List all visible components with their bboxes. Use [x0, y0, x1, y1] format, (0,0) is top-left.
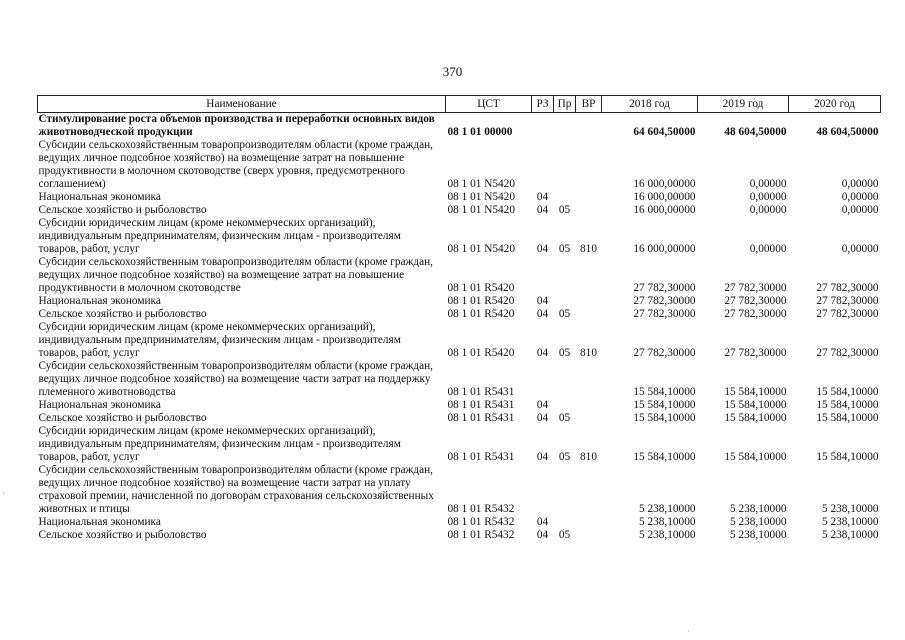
- table-row: [38, 256, 881, 295]
- budget-table: [37, 95, 881, 542]
- cell-vr: 810: [580, 243, 597, 255]
- cell-pr: [554, 464, 576, 516]
- cell-pr: 05: [558, 529, 571, 541]
- cell-2019: 27 782,30000: [724, 347, 787, 359]
- cell-2018: 27 782,30000: [633, 295, 696, 307]
- cell-vr: [576, 191, 602, 204]
- header-rz: РЗ: [532, 96, 554, 113]
- table-row: [38, 113, 881, 140]
- cell-2020: 27 782,30000: [816, 347, 879, 359]
- cell-cst: 08 1 01 R5420: [447, 347, 515, 359]
- cell-2018: 5 238,10000: [639, 529, 696, 541]
- cell-vr: [576, 516, 602, 529]
- cell-name: Субсидии сельскохозяйственным товаропроизводителям области (кроме граждан, ведущих личное подсобное хозяйство) на возмещение части затрат на уплату страховой премии, начисленной по договорам страхования сельскохозяйственных животных и птицы: [38, 464, 434, 515]
- cell-2019: 0,00000: [749, 191, 787, 203]
- cell-2019: 0,00000: [749, 204, 787, 216]
- cell-cst: 08 1 01 R5431: [447, 451, 515, 463]
- cell-2018: 5 238,10000: [639, 516, 696, 528]
- cell-2018: 15 584,10000: [633, 412, 696, 424]
- cell-name: Национальная экономика: [38, 295, 161, 307]
- cell-pr: [554, 256, 576, 295]
- cell-2018: 16 000,00000: [633, 204, 696, 216]
- cell-cst: 08 1 01 R5420: [447, 282, 515, 294]
- cell-rz: [532, 360, 554, 399]
- table-row: [38, 360, 881, 399]
- cell-vr: [576, 256, 602, 295]
- cell-vr: [576, 360, 602, 399]
- table-row: [38, 399, 881, 412]
- cell-name: Субсидии сельскохозяйственным товаропроизводителям области (кроме граждан, ведущих личное подсобное хозяйство) на возмещение затрат на повышение продуктивности в молочном скотоводстве: [38, 256, 433, 294]
- cell-2020: 48 604,50000: [816, 126, 879, 138]
- cell-rz: [532, 139, 554, 191]
- cell-cst: 08 1 01 R5420: [447, 308, 515, 320]
- table-row: [38, 204, 881, 217]
- cell-cst: 08 1 01 N5420: [447, 204, 515, 216]
- cell-vr: [576, 139, 602, 191]
- cell-pr: 05: [558, 412, 571, 424]
- header-name: Наименование: [38, 96, 446, 113]
- cell-vr: 810: [580, 347, 597, 359]
- cell-2018: 15 584,10000: [633, 399, 696, 411]
- cell-pr: [554, 399, 576, 412]
- cell-2019: 15 584,10000: [724, 412, 787, 424]
- cell-vr: [576, 308, 602, 321]
- cell-2019: 5 238,10000: [730, 529, 787, 541]
- cell-2019: 15 584,10000: [724, 451, 787, 463]
- cell-2020: 0,00000: [841, 243, 879, 255]
- header-2020: 2020 год: [789, 96, 881, 113]
- cell-2019: 27 782,30000: [724, 308, 787, 320]
- cell-2020: 0,00000: [841, 204, 879, 216]
- cell-2019: 15 584,10000: [724, 399, 787, 411]
- cell-2020: 27 782,30000: [816, 282, 879, 294]
- cell-pr: 05: [558, 451, 571, 463]
- table-row: [38, 464, 881, 516]
- cell-pr: [554, 516, 576, 529]
- cell-rz: 04: [536, 243, 549, 255]
- cell-rz: 04: [536, 204, 549, 216]
- cell-rz: 04: [536, 516, 549, 528]
- cell-pr: [554, 191, 576, 204]
- cell-2020: 0,00000: [841, 191, 879, 203]
- cell-cst: 08 1 01 R5431: [447, 399, 515, 411]
- cell-rz: [532, 113, 554, 140]
- cell-rz: 04: [536, 412, 549, 424]
- cell-2019: 15 584,10000: [724, 386, 787, 398]
- cell-rz: 04: [536, 347, 549, 359]
- cell-2020: 5 238,10000: [822, 529, 879, 541]
- cell-2020: 5 238,10000: [822, 503, 879, 515]
- cell-name: Национальная экономика: [38, 399, 161, 411]
- table-row: [38, 321, 881, 360]
- cell-name: Национальная экономика: [38, 191, 161, 203]
- table-row: [38, 308, 881, 321]
- table-header-row: [38, 96, 881, 113]
- table-row: [38, 191, 881, 204]
- cell-2020: 15 584,10000: [816, 399, 879, 411]
- cell-2018: 27 782,30000: [633, 308, 696, 320]
- cell-2018: 5 238,10000: [639, 503, 696, 515]
- cell-2019: 5 238,10000: [730, 503, 787, 515]
- cell-2019: 5 238,10000: [730, 516, 787, 528]
- cell-cst: 08 1 01 N5420: [447, 178, 515, 190]
- cell-pr: 05: [558, 308, 571, 320]
- cell-vr: [576, 204, 602, 217]
- cell-rz: 04: [536, 295, 549, 307]
- header-pr: Пр: [554, 96, 576, 113]
- cell-2019: 0,00000: [749, 178, 787, 190]
- header-2018: 2018 год: [602, 96, 698, 113]
- cell-rz: 04: [536, 191, 549, 203]
- cell-cst: 08 1 01 R5432: [447, 503, 515, 515]
- cell-vr: 810: [580, 451, 597, 463]
- cell-name: Стимулирование роста объемов производства и переработки основных видов животноводческой продукции: [38, 113, 435, 138]
- cell-vr: [576, 113, 602, 140]
- cell-cst: 08 1 01 N5420: [447, 243, 515, 255]
- cell-cst: 08 1 01 N5420: [447, 191, 515, 203]
- cell-pr: 05: [558, 243, 571, 255]
- scan-mark: ·: [687, 626, 690, 636]
- cell-cst: 08 1 01 00000: [447, 126, 513, 138]
- table-row: [38, 412, 881, 425]
- table-row: [38, 217, 881, 256]
- cell-2018: 16 000,00000: [633, 191, 696, 203]
- cell-2018: 27 782,30000: [633, 282, 696, 294]
- cell-name: Субсидии юридическим лицам (кроме некоммерческих организаций), индивидуальным предпринимателям, физическим лицам - производителям товаров, работ, услуг: [38, 321, 401, 359]
- cell-2019: 27 782,30000: [724, 282, 787, 294]
- cell-2018: 16 000,00000: [633, 178, 696, 190]
- cell-pr: [554, 360, 576, 399]
- cell-vr: [576, 464, 602, 516]
- cell-vr: [576, 295, 602, 308]
- cell-pr: 05: [558, 204, 571, 216]
- cell-2020: 15 584,10000: [816, 386, 879, 398]
- cell-rz: 04: [536, 451, 549, 463]
- cell-vr: [576, 529, 602, 542]
- cell-name: Сельское хозяйство и рыболовство: [38, 412, 207, 424]
- cell-name: Сельское хозяйство и рыболовство: [38, 529, 207, 541]
- cell-2019: 0,00000: [749, 243, 787, 255]
- cell-pr: [554, 139, 576, 191]
- cell-rz: 04: [536, 399, 549, 411]
- header-vr: ВР: [576, 96, 602, 113]
- table-row: [38, 529, 881, 542]
- header-2019: 2019 год: [698, 96, 789, 113]
- cell-cst: 08 1 01 R5420: [447, 295, 515, 307]
- cell-pr: [554, 295, 576, 308]
- cell-2020: 27 782,30000: [816, 295, 879, 307]
- cell-2018: 15 584,10000: [633, 451, 696, 463]
- cell-2019: 48 604,50000: [724, 126, 787, 138]
- cell-name: Субсидии сельскохозяйственным товаропроизводителям области (кроме граждан, ведущих личное подсобное хозяйство) на возмещение части затрат на поддержку племенного животноводства: [38, 360, 433, 398]
- table-row: [38, 425, 881, 464]
- cell-name: Субсидии сельскохозяйственным товаропроизводителям области (кроме граждан, ведущих личное подсобное хозяйство) на возмещение затрат на повышение продуктивности в молочном скотоводстве (сверх уровня, предусмотренного соглашением): [38, 139, 433, 190]
- table-row: [38, 295, 881, 308]
- cell-2019: 27 782,30000: [724, 295, 787, 307]
- cell-cst: 08 1 01 R5431: [447, 386, 515, 398]
- cell-rz: 04: [536, 308, 549, 320]
- cell-cst: 08 1 01 R5432: [447, 529, 515, 541]
- cell-name: Субсидии юридическим лицам (кроме некоммерческих организаций), индивидуальным предпринимателям, физическим лицам - производителям товаров, работ, услуг: [38, 217, 401, 255]
- cell-vr: [576, 412, 602, 425]
- cell-2020: 0,00000: [841, 178, 879, 190]
- cell-rz: 04: [536, 529, 549, 541]
- cell-2020: 15 584,10000: [816, 451, 879, 463]
- table-row: [38, 139, 881, 191]
- header-cst: ЦСТ: [446, 96, 532, 113]
- cell-cst: 08 1 01 R5431: [447, 412, 515, 424]
- scan-mark: ·: [2, 488, 5, 498]
- cell-name: Национальная экономика: [38, 516, 161, 528]
- cell-vr: [576, 399, 602, 412]
- cell-2018: 27 782,30000: [633, 347, 696, 359]
- cell-pr: 05: [558, 347, 571, 359]
- table-row: [38, 516, 881, 529]
- cell-pr: [554, 113, 576, 140]
- cell-2018: 64 604,50000: [633, 126, 696, 138]
- cell-name: Сельское хозяйство и рыболовство: [38, 308, 207, 320]
- cell-2020: 27 782,30000: [816, 308, 879, 320]
- cell-cst: 08 1 01 R5432: [447, 516, 515, 528]
- cell-2020: 5 238,10000: [822, 516, 879, 528]
- cell-2018: 16 000,00000: [633, 243, 696, 255]
- cell-name: Субсидии юридическим лицам (кроме некоммерческих организаций), индивидуальным предпринимателям, физическим лицам - производителям товаров, работ, услуг: [38, 425, 401, 463]
- cell-2018: 15 584,10000: [633, 386, 696, 398]
- cell-2020: 15 584,10000: [816, 412, 879, 424]
- cell-name: Сельское хозяйство и рыболовство: [38, 204, 207, 216]
- cell-rz: [532, 256, 554, 295]
- cell-rz: [532, 464, 554, 516]
- page-number: 370: [442, 64, 463, 79]
